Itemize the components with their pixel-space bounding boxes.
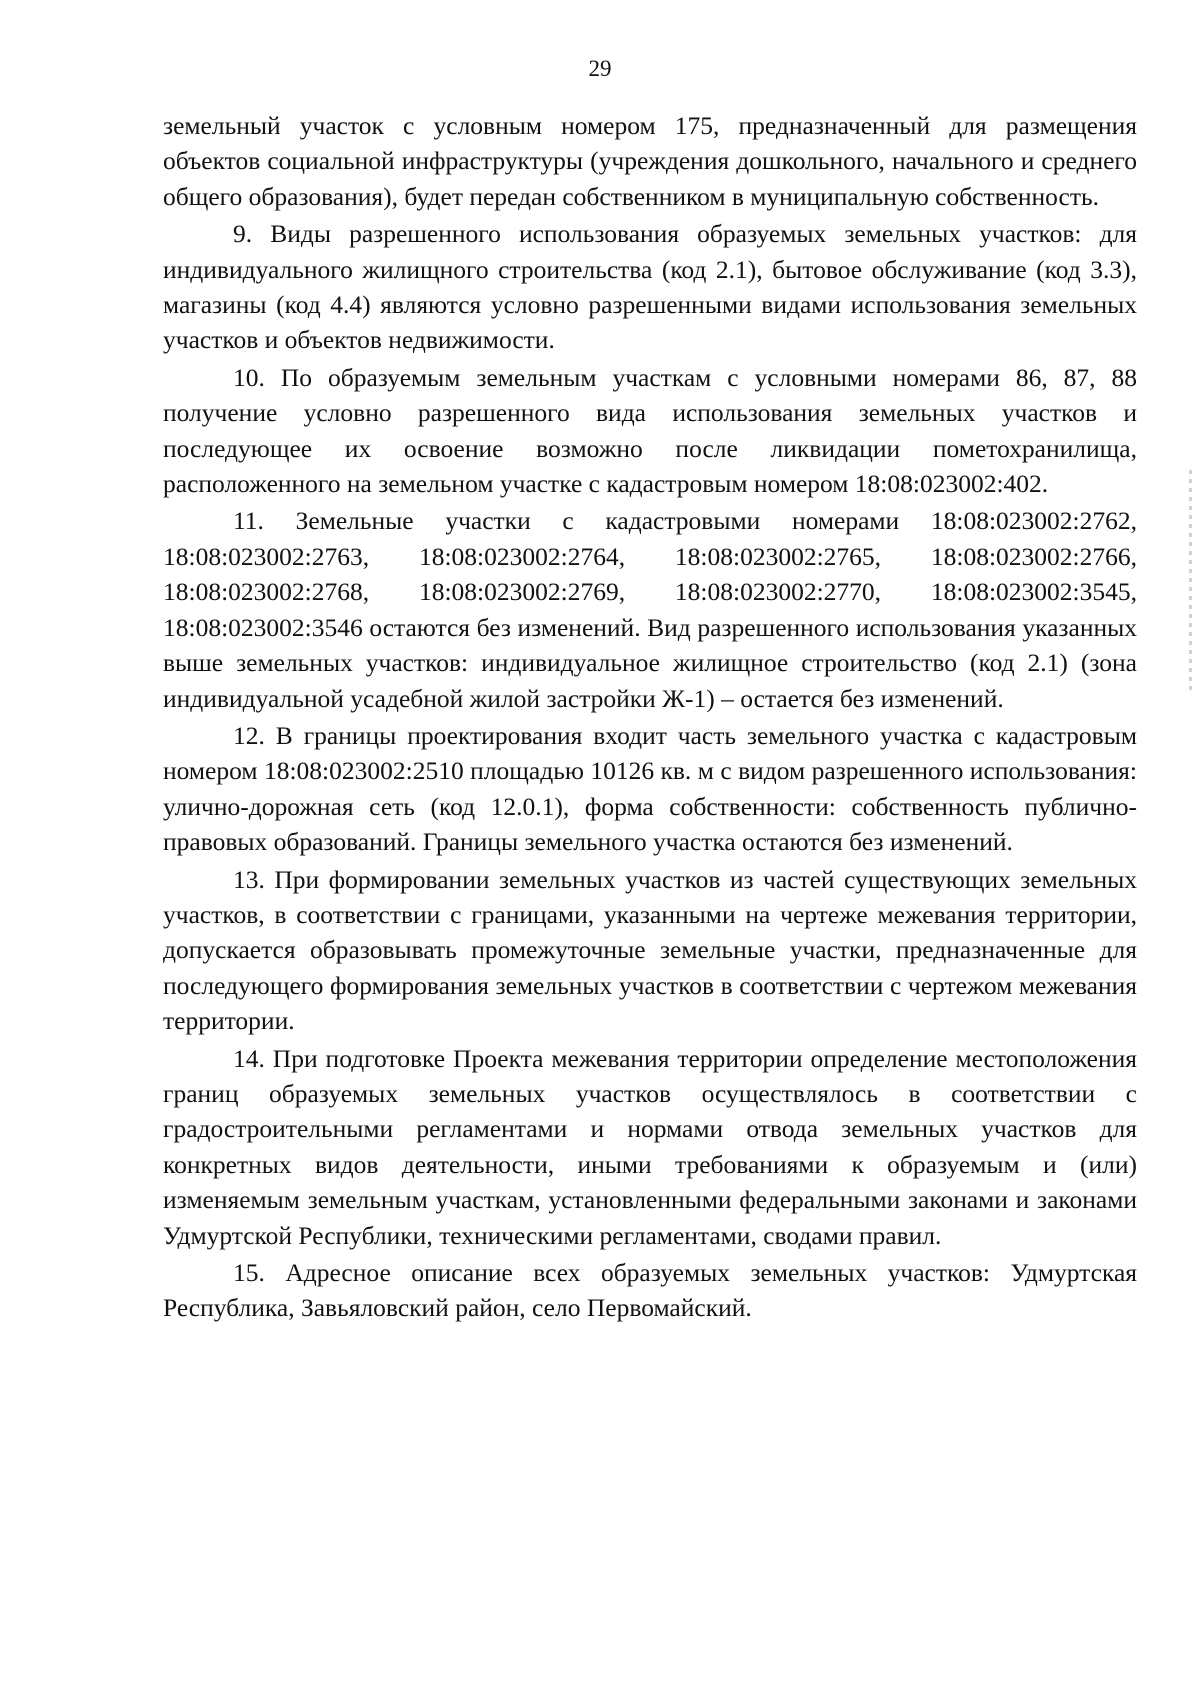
page-number: 29 [588,56,612,81]
paragraph-item-9: 9. Виды разрешенного использования образуемых земельных участков: для индивидуального жилищного строительства (код 2.1), бытовое обслуживание (код 3.3), магазины (код 4.4) являются условно разрешенными видами использования земельных участков и объектов недвижимости. [163,219,1137,355]
paragraph-item-13: 13. При формировании земельных участков из частей существующих земельных участков, в соответствии с границами, указанными на чертеже межевания территории, допускается образовывать промежуточные земельные участки, предназначенные для последующего формирования земельных участков в соответствии с чертежом межевания территории. [163,864,1137,1036]
paragraph-item-12: 12. В границы проектирования входит часть земельного участка с кадастровым номером 18:08:023002:2510 площадью 10126 кв. м с видом разрешенного использования: улично-дорожная сеть (код 12.0.1), форма собственности: собственность публично-правовых образований. Границы земельного участка остаются без изменений. [163,720,1137,857]
paragraph-item-10: 10. По образуемым земельным участкам с условными номерами 86, 87, 88 получение условно разрешенного вида использования земельных участков и последующее их освоение возможно после ликвидации пометохранилища, расположенного на земельном участке с кадастровым номером 18:08:023002:402. [163,362,1137,499]
paragraph-item-11: 11. Земельные участки с кадастровыми номерами 18:08:023002:2762, 18:08:023002:2763, 18:08:023002:2764, 18:08:023002:2765, 18:08:023002:2766, 18:08:023002:2768, 18:08:023002:2769, 18:08:023002:2770, 18:08:023002:3545, 18:08:023002:3546 остаются без изменений. Вид разрешенного использования указанных выше земельных участков: индивидуальное жилищное строительство (код 2.1) (зона индивидуальной усадебной жилой застройки Ж-1) – остается без изменений. [163,506,1137,713]
paragraph-item-14: 14. При подготовке Проекта межевания территории определение местоположения границ образуемых земельных участков осуществлялось в соответствии с градостроительными регламентами и нормами отвода земельных участков для конкретных видов деятельности, иными требованиями к образуемым и (или) изменяемым земельным участкам, установленными федеральными законами и законами Удмуртской Республики, техническими регламентами, сводами правил. [163,1043,1137,1250]
paragraph-item-15: 15. Адресное описание всех образуемых земельных участков: Удмуртская Республика, Завьяловский район, село Первомайский. [163,1258,1137,1323]
scan-edge-mark [1189,470,1192,690]
document-body [163,108,1137,1328]
paragraph-continuation: земельный участок с условным номером 175, предназначенный для размещения объектов социальной инфраструктуры (учреждения дошкольного, начального и среднего общего образования), будет передан собственником в муниципальную собственность. [163,111,1137,211]
